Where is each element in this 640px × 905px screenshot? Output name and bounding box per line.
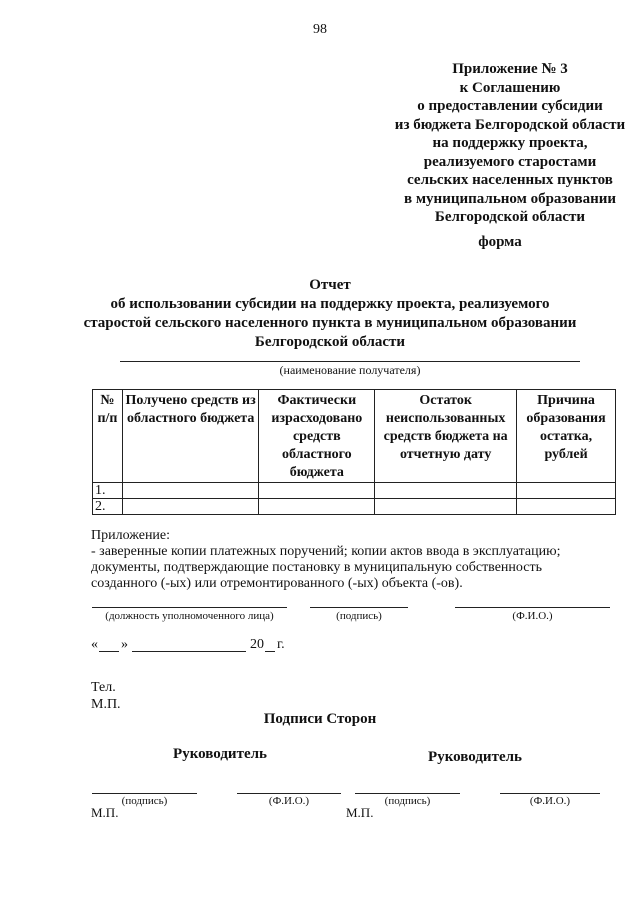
date-year-prefix: 20: [250, 637, 264, 652]
right-party-title: Руководитель: [428, 749, 522, 765]
phone-label: Тел.: [91, 680, 116, 695]
appendix-line: к Соглашению: [459, 79, 561, 96]
signature-line[interactable]: [310, 607, 408, 608]
signature-caption: (подпись): [336, 610, 382, 622]
recipient-name-line[interactable]: [120, 361, 580, 362]
date-day-line[interactable]: [99, 651, 119, 652]
left-seal-label: М.П.: [91, 805, 119, 820]
attachment-line: документы, подтверждающие постановку в муниципальную собственность: [91, 560, 542, 575]
name-caption: (Ф.И.О.): [512, 610, 553, 622]
page-number: 98: [313, 22, 327, 37]
right-name-line[interactable]: [500, 793, 600, 794]
table-cell[interactable]: [122, 499, 259, 515]
appendix-header: [360, 60, 640, 227]
row-number: 2.: [93, 499, 123, 515]
appendix-line: о предоставлении субсидии: [417, 98, 603, 114]
left-signature-caption: (подпись): [121, 795, 168, 807]
attachment-label: Приложение:: [91, 528, 171, 543]
appendix-line: реализуемого старостами: [423, 153, 597, 170]
appendix-line: Белгородской области: [434, 209, 586, 225]
left-party-title: Руководитель: [173, 746, 267, 762]
appendix-line: Приложение № 3: [452, 61, 568, 77]
attachment-line: - заверенные копии платежных поручений; копии актов ввода в эксплуатацию;: [91, 544, 561, 559]
recipient-caption: (наименование получателя): [279, 363, 421, 377]
form-label: форма: [478, 234, 522, 250]
left-name-line[interactable]: [237, 793, 341, 794]
appendix-line: из бюджета Белгородской области: [394, 116, 626, 133]
table-cell[interactable]: [259, 483, 375, 499]
table-row: [93, 483, 616, 499]
table-cell[interactable]: [517, 499, 616, 515]
attachment-block: [91, 528, 560, 592]
table-cell[interactable]: [517, 483, 616, 499]
report-title: [60, 276, 600, 352]
table-header-row: [93, 390, 616, 483]
right-signature-line[interactable]: [355, 793, 460, 794]
left-signature-line[interactable]: [92, 793, 197, 794]
date-close-quote: »: [121, 637, 128, 652]
table-cell[interactable]: [122, 483, 259, 499]
right-signature-caption: (подпись): [384, 795, 431, 807]
position-line[interactable]: [92, 607, 287, 608]
col-header-spent: Фактически израсходовано средств областного бюджета: [259, 390, 375, 483]
col-header-received: Получено средств из областного бюджета: [122, 390, 259, 483]
right-name-caption: (Ф.И.О.): [529, 795, 571, 807]
appendix-line: на поддержку проекта,: [432, 135, 588, 151]
right-seal-label: М.П.: [346, 805, 374, 820]
appendix-line: сельских населенных пунктов: [407, 172, 613, 188]
appendix-line: в муниципальном образовании: [403, 190, 617, 207]
position-caption: (должность уполномоченного лица): [105, 610, 274, 622]
date-year-suffix: г.: [277, 637, 285, 652]
row-number: 1.: [93, 483, 123, 499]
col-header-balance: Остаток неиспользованных средств бюджета на отчетную дату: [375, 390, 517, 483]
attachment-line: созданного (-ых) или отремонтированного (-ых) объекта (-ов).: [91, 576, 463, 591]
date-open-quote: «: [91, 637, 98, 652]
col-header-number: № п/п: [93, 390, 123, 483]
date-year-line[interactable]: [265, 651, 275, 652]
table-row: [93, 499, 616, 515]
parties-heading: Подписи Сторон: [263, 711, 377, 727]
col-header-reason: Причина образования остатка, рублей: [517, 390, 616, 483]
left-name-caption: (Ф.И.О.): [268, 795, 310, 807]
table-cell[interactable]: [375, 483, 517, 499]
report-title-line: Белгородской области: [254, 334, 406, 350]
name-line[interactable]: [455, 607, 610, 608]
report-table: [92, 389, 616, 515]
table-cell[interactable]: [375, 499, 517, 515]
report-title-line: старостой сельского населенного пункта в муниципальном образовании: [83, 315, 577, 331]
report-title-line: об использовании субсидии на поддержку проекта, реализуемого: [110, 296, 550, 312]
table-cell[interactable]: [259, 499, 375, 515]
date-month-line[interactable]: [132, 651, 246, 652]
seal-label: М.П.: [91, 697, 121, 712]
report-heading: Отчет: [309, 277, 351, 293]
